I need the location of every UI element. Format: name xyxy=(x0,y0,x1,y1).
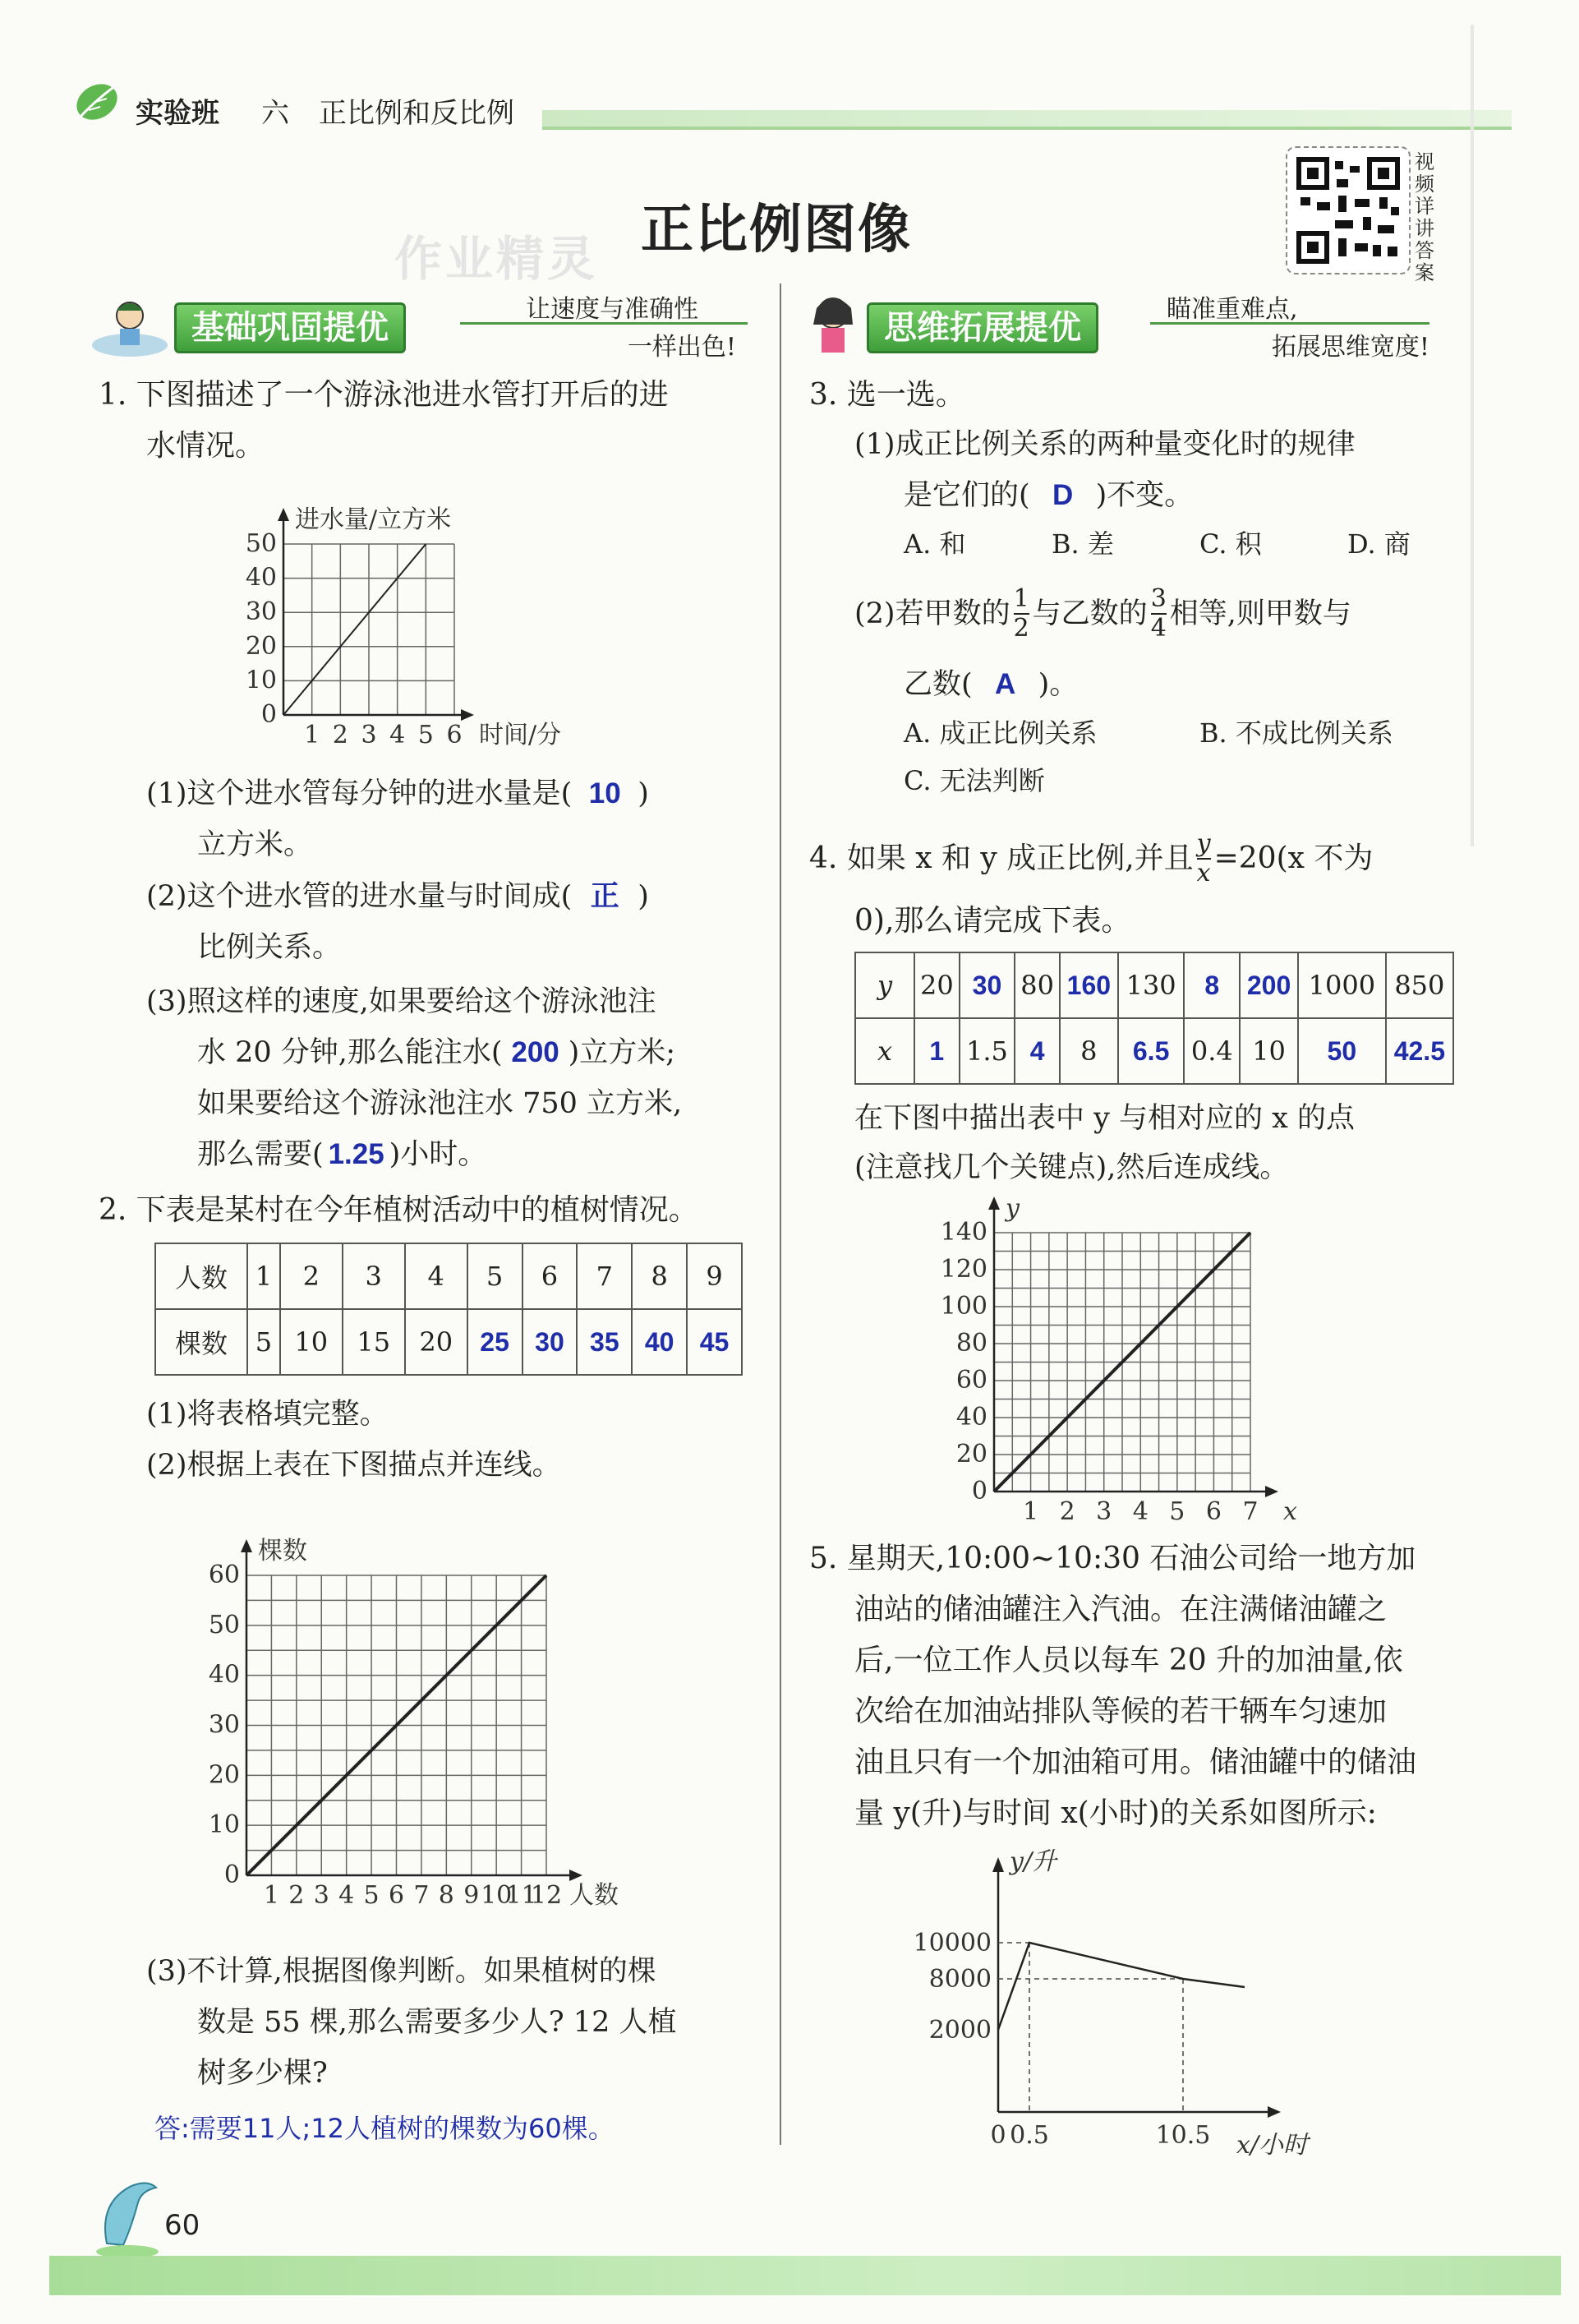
q5-line2: 油站的储油罐注入汽油。在注满储油罐之 xyxy=(854,1593,1388,1626)
q2-p3-line2: 数是 55 棵,那么需要多少人? 12 人植 xyxy=(197,2006,677,2039)
q2-line1: 2. 下表是某村在今年植树活动中的植树情况。 xyxy=(99,1193,698,1227)
q3-p2-answer: A xyxy=(995,668,1016,700)
q2-cell: 10 xyxy=(280,1309,343,1375)
qr-caption: 视频详讲答案 xyxy=(1415,150,1434,284)
y-tick-label: 80 xyxy=(955,1329,987,1358)
y-tick-label: 30 xyxy=(245,597,277,627)
q3-p1-option: B. 差 xyxy=(1052,528,1114,560)
y-tick-label: 10 xyxy=(245,666,277,695)
fraction-numerator: 3 xyxy=(1150,584,1167,613)
y-tick-label: 50 xyxy=(208,1610,240,1639)
section-basic-slogan1: 让速度与准确性 xyxy=(526,295,698,324)
series-line xyxy=(998,1943,1245,2030)
q3-p1-option: C. 积 xyxy=(1199,528,1262,560)
header-unit-title: 正比例和反比例 xyxy=(319,97,514,130)
x-axis-arrow-icon xyxy=(569,1870,582,1881)
q1-p3-unit: )立方米; xyxy=(568,1036,676,1069)
y-tick-label: 40 xyxy=(245,563,277,593)
q2-cell: 7 xyxy=(577,1243,632,1309)
q2-cell: 3 xyxy=(343,1243,405,1309)
x-tick-label: 1 xyxy=(263,1881,279,1910)
q1-p1-unit: 立方米。 xyxy=(197,828,313,861)
x-tick-label: 0.5 xyxy=(1010,2121,1049,2150)
page-title: 正比例图像 xyxy=(641,200,912,261)
y-tick-label: 20 xyxy=(955,1440,987,1469)
x-axis-arrow-icon xyxy=(1265,1486,1278,1497)
q4-cell: 0.4 xyxy=(1184,1018,1240,1084)
chart-q4 xyxy=(937,1194,1331,1529)
column-divider xyxy=(780,284,781,2145)
x-tick-label: 10 xyxy=(481,1881,513,1910)
q1-line2: 水情况。 xyxy=(146,429,265,463)
mascot-icon xyxy=(89,296,171,360)
y-axis-arrow-icon xyxy=(992,1857,1004,1872)
q3-p1-rest: )不变。 xyxy=(1095,479,1194,512)
q4-cell: 130 xyxy=(1118,952,1185,1018)
header-series: 实验班 xyxy=(136,97,219,130)
q1-p2-rest: 比例关系。 xyxy=(197,931,342,964)
q4-cell: 8 xyxy=(1060,1018,1118,1084)
q4-table xyxy=(854,952,1454,1085)
fraction-numerator: y xyxy=(1196,829,1211,858)
y-tick-label: 40 xyxy=(955,1403,987,1432)
q2-answer-cell: 25 xyxy=(467,1309,522,1375)
q4-cell: 1.5 xyxy=(960,1018,1015,1084)
x-tick-label: 5 xyxy=(1169,1497,1185,1526)
x-tick-label: 5 xyxy=(417,721,434,749)
q2-p3-line3: 树多少棵? xyxy=(197,2057,328,2090)
q2-cell: 15 xyxy=(343,1309,405,1375)
watermark: 作业精灵 xyxy=(394,231,599,287)
q3-p2-option: C. 无法判断 xyxy=(904,765,1045,796)
x-tick-label: 3 xyxy=(313,1881,329,1910)
q2-p3-line1: (3)不计算,根据图像判断。如果植树的棵 xyxy=(146,1955,656,1988)
header-bar xyxy=(542,110,1512,127)
y-tick-label: 120 xyxy=(940,1255,987,1284)
q4-answer-cell: 42.5 xyxy=(1386,1018,1453,1084)
q4-x-head: x xyxy=(855,1018,914,1084)
q2-answer-cell: 40 xyxy=(632,1309,687,1375)
chart-q1 xyxy=(238,481,665,760)
q3-line1: 3. 选一选。 xyxy=(809,378,965,412)
y-axis-label: 棵数 xyxy=(258,1537,307,1565)
y-tick-label: 0 xyxy=(260,700,277,729)
x-axis-label: x xyxy=(1283,1497,1297,1526)
x-tick-label: 0 xyxy=(990,2121,1006,2150)
q2-cell: 1 xyxy=(247,1243,280,1309)
q3-p1-option: A. 和 xyxy=(904,528,966,560)
x-tick-label: 2 xyxy=(288,1881,305,1910)
q2-cell: 9 xyxy=(687,1243,742,1309)
q2-cell: 5 xyxy=(467,1243,522,1309)
y-tick-label: 40 xyxy=(208,1660,240,1690)
x-tick-label: 2 xyxy=(332,721,348,749)
x-tick-label: 2 xyxy=(1059,1497,1075,1526)
y-tick-label: 30 xyxy=(208,1710,240,1740)
header-unit-no: 六 xyxy=(261,97,289,130)
q4-answer-cell: 6.5 xyxy=(1118,1018,1185,1084)
q1-p1-text: (1)这个进水管每分钟的进水量是( xyxy=(146,777,573,810)
x-tick-label: 4 xyxy=(389,721,406,749)
y-tick-label: 8000 xyxy=(928,1965,992,1994)
q3-p2-option: A. 成正比例关系 xyxy=(904,717,1098,749)
q4-answer-cell: 4 xyxy=(1015,1018,1060,1084)
x-tick-label: 3 xyxy=(1096,1497,1112,1526)
section-expand-label: 思维拓展提优 xyxy=(867,302,1098,353)
x-axis-arrow-icon xyxy=(461,709,474,721)
y-tick-label: 10000 xyxy=(913,1929,992,1957)
q5-line4: 次给在加油站排队等候的若干辆车匀速加 xyxy=(854,1695,1388,1728)
q2-cell: 8 xyxy=(632,1243,687,1309)
q4-line3: 在下图中描出表中 y 与相对应的 x 的点 xyxy=(854,1102,1356,1135)
section-expand-slogan1: 瞄准重难点, xyxy=(1167,295,1298,324)
q5-line6: 量 y(升)与时间 x(小时)的关系如图所示: xyxy=(854,1796,1377,1830)
q3-p1-option: D. 商 xyxy=(1347,528,1411,560)
q2-answer-cell: 45 xyxy=(687,1309,742,1375)
q2-table xyxy=(154,1243,743,1376)
y-tick-label: 20 xyxy=(208,1760,240,1790)
y-tick-label: 60 xyxy=(955,1366,987,1395)
x-axis-label: 人数 xyxy=(569,1881,619,1910)
y-tick-label: 140 xyxy=(940,1218,987,1247)
q4-line1-rest: =20(x 不为 xyxy=(1213,842,1374,875)
header-leaf-logo xyxy=(72,74,125,127)
y-axis-label: y/升 xyxy=(1010,1847,1057,1876)
q1-p2-close: ) xyxy=(638,880,649,913)
qr-pattern-icon xyxy=(1287,148,1409,273)
q3-p2-rest: )。 xyxy=(1038,668,1079,701)
y-tick-label: 0 xyxy=(223,1861,240,1889)
q4-cell: 850 xyxy=(1386,952,1453,1018)
y-tick-label: 0 xyxy=(971,1477,987,1506)
q3-p2-text4: 乙数( xyxy=(904,668,973,701)
footer-bar xyxy=(49,2256,1561,2295)
x-tick-label: 8 xyxy=(438,1881,454,1910)
q3-p2-text1: (2)若甲数的 xyxy=(854,597,1010,630)
page-edge-line xyxy=(1471,25,1474,846)
y-tick-label: 50 xyxy=(245,529,277,558)
q5-line3: 后,一位工作人员以每车 20 升的加油量,依 xyxy=(854,1644,1403,1677)
x-tick-label: 5 xyxy=(363,1881,380,1910)
q4-cell: 1000 xyxy=(1298,952,1386,1018)
q1-p3-text2: 那么需要( xyxy=(197,1138,324,1171)
y-tick-label: 2000 xyxy=(928,2016,992,2045)
chart-q5 xyxy=(904,1841,1413,2160)
header-bar-line xyxy=(542,127,1512,130)
chart-q2 xyxy=(189,1497,698,1941)
x-tick-label: 6 xyxy=(446,721,463,749)
q2-row2-head: 棵数 xyxy=(155,1309,247,1375)
x-tick-label: 3 xyxy=(361,721,377,749)
q1-line1: 1. 下图描述了一个游泳池进水管打开后的进 xyxy=(99,378,669,412)
x-tick-label: 10.5 xyxy=(1155,2121,1211,2150)
q2-cell: 6 xyxy=(522,1243,578,1309)
q5-line1: 5. 星期天,10:00~10:30 石油公司给一地方加 xyxy=(809,1542,1416,1575)
q4-cell: 10 xyxy=(1240,1018,1298,1084)
q4-answer-cell: 160 xyxy=(1060,952,1118,1018)
x-tick-label: 12 xyxy=(530,1881,563,1910)
q3-p2-text3: 相等,则甲数与 xyxy=(1169,597,1351,630)
series-line xyxy=(283,544,426,715)
q2-answer-cell: 30 xyxy=(522,1309,578,1375)
q3-p2-option: B. 不成比例关系 xyxy=(1199,717,1393,749)
q1-p2-text: (2)这个进水管的进水量与时间成( xyxy=(146,880,573,913)
q4-answer-cell: 1 xyxy=(914,1018,960,1084)
q1-p2-answer: 正 xyxy=(590,880,619,912)
q1-p3-hours: )小时。 xyxy=(389,1138,487,1171)
q4-answer-cell: 8 xyxy=(1184,952,1240,1018)
q3-p1-answer: D xyxy=(1052,479,1074,511)
q3-p1-text: 是它们的( xyxy=(904,479,1030,512)
q4-answer-cell: 30 xyxy=(960,952,1015,1018)
x-axis-arrow-icon xyxy=(1268,2106,1281,2118)
section-basic-label: 基础巩固提优 xyxy=(174,302,406,353)
q1-p1-answer: 10 xyxy=(588,777,621,809)
y-axis-label: y xyxy=(1006,1194,1020,1223)
q4-answer-cell: 200 xyxy=(1240,952,1298,1018)
fraction-denominator: x xyxy=(1196,859,1211,888)
q4-answer-cell: 50 xyxy=(1298,1018,1386,1084)
q5-line5: 油且只有一个加油箱可用。储油罐中的储油 xyxy=(854,1745,1417,1779)
x-tick-label: 6 xyxy=(388,1881,405,1910)
fraction-numerator: 1 xyxy=(1013,584,1029,613)
x-tick-label: 6 xyxy=(1205,1497,1222,1526)
q1-p1-close: ) xyxy=(638,777,649,810)
q2-p2: (2)根据上表在下图描点并连线。 xyxy=(146,1449,561,1482)
section-expand-slogan2: 拓展思维宽度! xyxy=(1271,333,1429,362)
x-tick-label: 1 xyxy=(304,721,320,749)
q2-answer: 答:需要11人;12人植树的棵数为60棵。 xyxy=(154,2113,615,2144)
y-axis-label: 进水量/立方米 xyxy=(295,505,452,534)
x-tick-label: 7 xyxy=(413,1881,430,1910)
q2-cell: 5 xyxy=(247,1309,280,1375)
mascot-girl-icon xyxy=(805,292,863,361)
q2-answer-cell: 35 xyxy=(577,1309,632,1375)
q4-y-head: y xyxy=(855,952,914,1018)
q4-cell: 20 xyxy=(914,952,960,1018)
fraction-denominator: 2 xyxy=(1013,614,1029,643)
q1-p3-answer1: 200 xyxy=(511,1036,559,1068)
fraction-denominator: 4 xyxy=(1150,614,1167,643)
x-tick-label: 7 xyxy=(1242,1497,1259,1526)
y-axis-arrow-icon xyxy=(278,508,289,521)
section-basic-slogan2: 一样出色! xyxy=(627,333,736,362)
y-tick-label: 20 xyxy=(245,631,277,661)
q1-p3-text: 水 20 分钟,那么能注水( xyxy=(197,1036,503,1069)
page-number: 60 xyxy=(164,2209,200,2242)
y-axis-arrow-icon xyxy=(241,1539,252,1552)
q1-p3-line3: 如果要给这个游泳池注水 750 立方米, xyxy=(197,1087,683,1120)
q1-p3-answer2: 1.25 xyxy=(328,1138,384,1170)
q3-p2-text2: 与乙数的 xyxy=(1032,597,1148,630)
y-tick-label: 100 xyxy=(940,1292,987,1321)
q3-p1-line1: (1)成正比例关系的两种量变化时的规律 xyxy=(854,428,1356,461)
x-tick-label: 4 xyxy=(1132,1497,1149,1526)
q1-p3-line1: (3)照这样的速度,如果要给这个游泳池注 xyxy=(146,985,656,1018)
y-tick-label: 60 xyxy=(208,1561,240,1589)
x-tick-label: 4 xyxy=(338,1881,355,1910)
q4-line4: (注意找几个关键点),然后连成线。 xyxy=(854,1151,1289,1184)
q2-p1: (1)将表格填完整。 xyxy=(146,1398,389,1431)
y-axis-arrow-icon xyxy=(988,1197,1000,1210)
q2-cell: 4 xyxy=(405,1243,467,1309)
dolphin-icon xyxy=(90,2170,164,2260)
x-axis-label: x/小时 xyxy=(1236,2131,1309,2160)
y-tick-label: 10 xyxy=(208,1810,240,1840)
q2-row1-head: 人数 xyxy=(155,1243,247,1309)
q4-cell: 80 xyxy=(1015,952,1060,1018)
q4-line1-text: 4. 如果 x 和 y 成正比例,并且 xyxy=(809,842,1194,875)
q4-line2: 0),那么请完成下表。 xyxy=(854,904,1131,938)
q2-cell: 2 xyxy=(280,1243,343,1309)
q2-cell: 20 xyxy=(405,1309,467,1375)
x-tick-label: 1 xyxy=(1023,1497,1039,1526)
qr-code[interactable] xyxy=(1286,146,1411,274)
x-axis-label: 时间/分 xyxy=(479,721,562,749)
x-tick-label: 9 xyxy=(463,1881,480,1910)
x-tick-label: 11 xyxy=(505,1881,537,1910)
